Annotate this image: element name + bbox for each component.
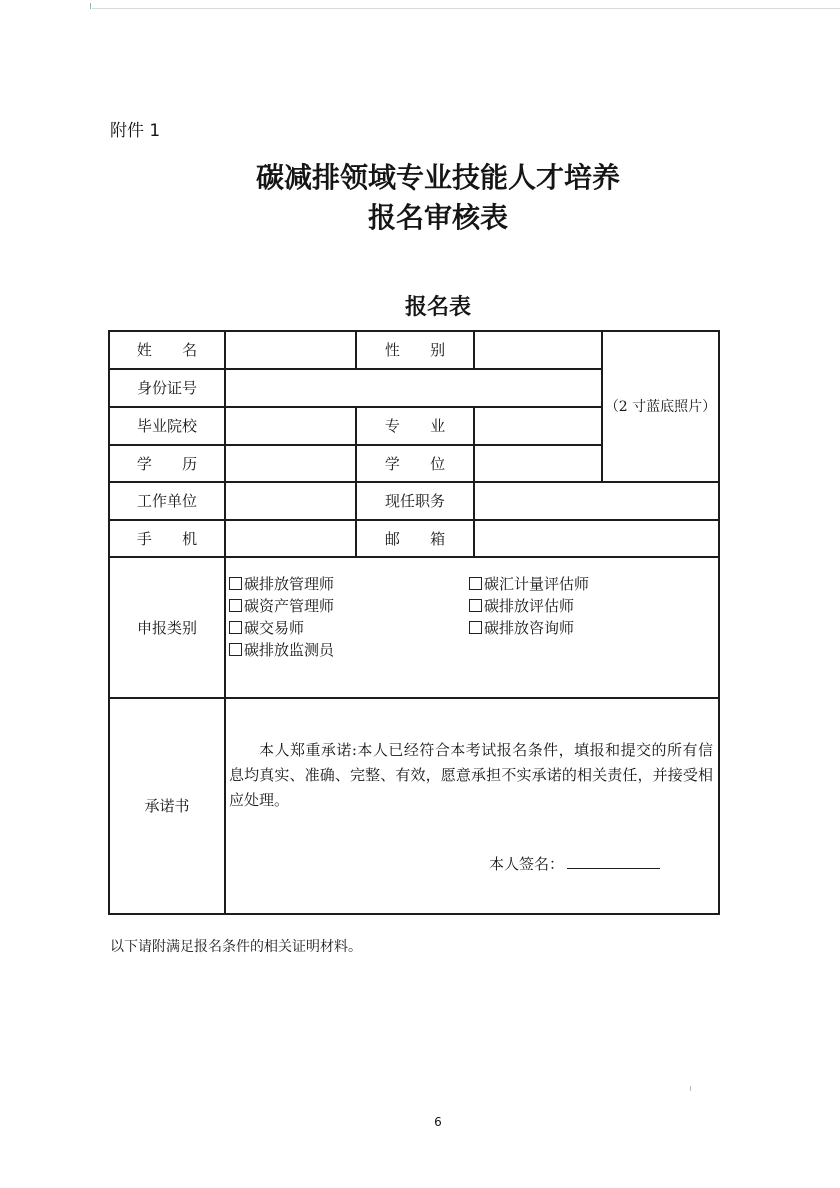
scan-mark bbox=[90, 3, 91, 9]
category-options bbox=[226, 558, 718, 697]
category-option bbox=[469, 617, 589, 639]
category-option-label: 碳排放评估师 bbox=[484, 597, 575, 615]
category-option bbox=[469, 573, 589, 595]
page-number: 6 bbox=[434, 1115, 442, 1129]
pledge-text-line: 应处理。 bbox=[229, 791, 290, 809]
document-title bbox=[218, 158, 658, 238]
table-row-mobile-email bbox=[109, 520, 719, 557]
position-value-cell bbox=[474, 482, 719, 520]
mobile-value-cell bbox=[225, 520, 356, 557]
school-label: 毕业院校 bbox=[109, 407, 225, 445]
document-title-line-2: 报名审核表 bbox=[367, 201, 508, 234]
scan-edge-line bbox=[92, 8, 840, 9]
category-option-label: 碳排放监测员 bbox=[244, 641, 335, 659]
category-option bbox=[469, 595, 589, 617]
table-row-name-gender bbox=[109, 331, 719, 369]
category-label: 申报类别 bbox=[109, 557, 225, 698]
employer-value-cell bbox=[225, 482, 356, 520]
pledge-cell bbox=[225, 698, 719, 914]
category-option-label: 碳资产管理师 bbox=[244, 597, 335, 615]
document-title-line-1: 碳减排领域专业技能人才培养 bbox=[255, 161, 620, 194]
major-label: 专 业 bbox=[356, 407, 474, 445]
category-option-label: 碳汇计量评估师 bbox=[484, 575, 590, 593]
id-number-label: 身份证号 bbox=[109, 369, 225, 407]
category-option-label: 碳交易师 bbox=[244, 619, 305, 637]
category-option-label: 碳排放管理师 bbox=[244, 575, 335, 593]
degree-label: 学 位 bbox=[356, 445, 474, 482]
scan-speck bbox=[690, 1086, 691, 1091]
photo-cell: （2 寸蓝底照片） bbox=[602, 331, 719, 482]
registration-table bbox=[108, 330, 720, 915]
category-option-label: 碳排放咨询师 bbox=[484, 619, 575, 637]
gender-value-cell bbox=[474, 331, 602, 369]
employer-label: 工作单位 bbox=[109, 482, 225, 520]
signature-line bbox=[567, 854, 660, 869]
checkbox-icon bbox=[469, 577, 482, 590]
signature-block bbox=[489, 853, 660, 875]
pledge-text-line: 息均真实、准确、完整、有效，愿意承担不实承诺的相关责任，并接受相 bbox=[229, 766, 713, 784]
category-option bbox=[229, 595, 334, 617]
school-value-cell bbox=[225, 407, 356, 445]
education-value-cell bbox=[225, 445, 356, 482]
email-value-cell bbox=[474, 520, 719, 557]
id-number-value-cell bbox=[225, 369, 602, 407]
category-option bbox=[229, 573, 334, 595]
category-options-left-column bbox=[229, 573, 334, 661]
checkbox-icon bbox=[469, 621, 482, 634]
checkbox-icon bbox=[229, 599, 242, 612]
mobile-label: 手 机 bbox=[109, 520, 225, 557]
checkbox-icon bbox=[229, 621, 242, 634]
table-row-employer-position bbox=[109, 482, 719, 520]
name-value-cell bbox=[225, 331, 356, 369]
table-row-pledge bbox=[109, 698, 719, 914]
education-label: 学 历 bbox=[109, 445, 225, 482]
checkbox-icon bbox=[469, 599, 482, 612]
category-options-right-column bbox=[469, 573, 589, 639]
category-option bbox=[229, 639, 334, 661]
email-label: 邮 箱 bbox=[356, 520, 474, 557]
signature-label: 本人签名： bbox=[489, 855, 565, 873]
pledge-text-line: 本人郑重承诺:本人已经符合本考试报名条件，填报和提交的所有信 bbox=[259, 741, 713, 759]
table-row-category bbox=[109, 557, 719, 698]
attachment-label: 附件 1 bbox=[110, 121, 161, 141]
category-options-cell bbox=[225, 557, 719, 698]
major-value-cell bbox=[474, 407, 602, 445]
position-label: 现任职务 bbox=[356, 482, 474, 520]
degree-value-cell bbox=[474, 445, 602, 482]
checkbox-icon bbox=[229, 577, 242, 590]
category-option bbox=[229, 617, 334, 639]
checkbox-icon bbox=[229, 643, 242, 656]
pledge-label: 承诺书 bbox=[109, 698, 225, 914]
registration-table-body bbox=[109, 331, 719, 914]
gender-label: 性 别 bbox=[356, 331, 474, 369]
pledge-content bbox=[226, 699, 718, 913]
pledge-text bbox=[229, 738, 713, 813]
form-title: 报名表 bbox=[404, 294, 471, 320]
name-label: 姓 名 bbox=[109, 331, 225, 369]
footer-note: 以下请附满足报名条件的相关证明材料。 bbox=[110, 939, 362, 955]
